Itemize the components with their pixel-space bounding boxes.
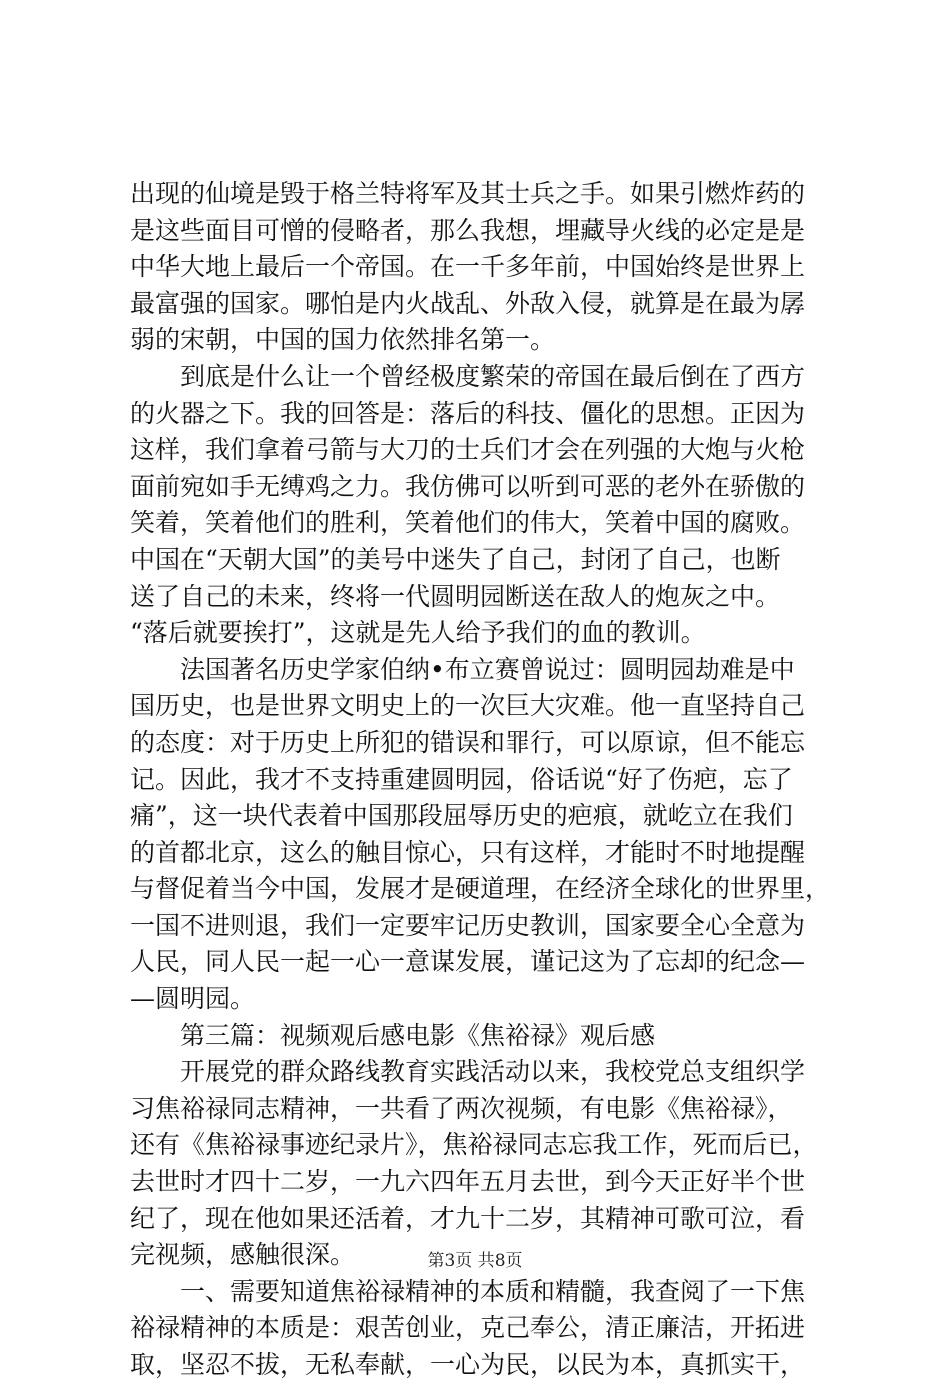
text-line: 面前宛如手无缚鸡之力。我仿佛可以听到可恶的老外在骄傲的 [130,471,806,501]
text-line: —圆明园。 [130,984,256,1014]
section-heading: 第三篇：视频观后感电影《焦裕禄》观后感 [180,1020,656,1050]
text-line: 笑着，笑着他们的胜利，笑着他们的伟大，笑着中国的腐败。 [130,508,806,538]
document-body [130,176,830,1384]
text-line: 中华大地上最后一个帝国。在一千多年前，中国始终是世界上 [130,252,806,282]
text-line: 与督促着当今中国，发展才是硬道理，在经济全球化的世界里， [130,874,831,904]
text-line: 国历史，也是世界文明史上的一次巨大灾难。他一直坚持自己 [130,691,806,721]
text-line: 的态度：对于历史上所犯的错误和罪行，可以原谅，但不能忘 [130,727,806,757]
text-line: 记。因此，我才不支持重建圆明园，俗话说“好了伤疤，忘了 [130,764,793,794]
text-line: 这样，我们拿着弓箭与大刀的士兵们才会在列强的大炮与火枪 [130,435,806,465]
paragraph-start-line: 开展党的群众路线教育实践活动以来，我校党总支组织学 [180,1057,806,1087]
text-line: 完视频，感触很深。 [130,1240,356,1270]
text-line: 还有《焦裕禄事迹纪录片》，焦裕禄同志忘我工作，死而后已， [130,1130,818,1160]
text-line: 人民，同人民一起一心一意谋发展，谨记这为了忘却的纪念— [130,947,806,977]
text-line: 去世时才四十二岁，一九六四年五月去世，到今天正好半个世 [130,1167,806,1197]
text-line: 的首都北京，这么的触目惊心，只有这样，才能时不时地提醒 [130,837,806,867]
text-line: 纪了，现在他如果还活着，才九十二岁，其精神可歌可泣，看 [130,1203,806,1233]
page-number-footer: 第3页 共8页 [427,1251,523,1271]
text-line: 是这些面目可憎的侵略者，那么我想，埋藏导火线的必定是是 [130,215,806,245]
text-line: 最富强的国家。哪怕是内火战乱、外敌入侵，就算是在最为孱 [130,288,806,318]
text-line: 弱的宋朝，中国的国力依然排名第一。 [130,325,556,355]
text-line: 出现的仙境是毁于格兰特将军及其士兵之手。如果引燃炸药的 [130,179,806,208]
paragraph-start-line: 到底是什么让一个曾经极度繁荣的帝国在最后倒在了西方 [180,361,806,391]
paragraph-start-line: 法国著名历史学家伯纳•布立赛曾说过：圆明园劫难是中 [180,654,795,684]
text-line: “落后就要挨打”，这就是先人给予我们的血的教训。 [130,618,706,648]
text-line: 一国不进则退，我们一定要牢记历史教训，国家要全心全意为 [130,910,806,940]
text-line: 送了自己的未来，终将一代圆明园断送在敌人的炮灰之中。 [130,581,781,611]
text-line: 痛”，这一块代表着中国那段屈辱历史的疤痕，就屹立在我们 [130,801,793,831]
text-line: 的火器之下。我的回答是：落后的科技、僵化的思想。正因为 [130,398,806,428]
text-line: 习焦裕禄同志精神，一共看了两次视频，有电影《焦裕禄》， [130,1093,793,1123]
text-line: 取，坚忍不拔，无私奉献，一心为民，以民为本，真抓实干， [130,1350,806,1379]
text-line: 中国在“天朝大国”的美号中迷失了自己，封闭了自己，也断 [130,544,781,574]
text-line: 裕禄精神的本质是：艰苦创业，克己奉公，清正廉洁，开拓进 [130,1313,806,1343]
paragraph-start-line: 一、需要知道焦裕禄精神的本质和精髓，我查阅了一下焦 [180,1276,806,1306]
